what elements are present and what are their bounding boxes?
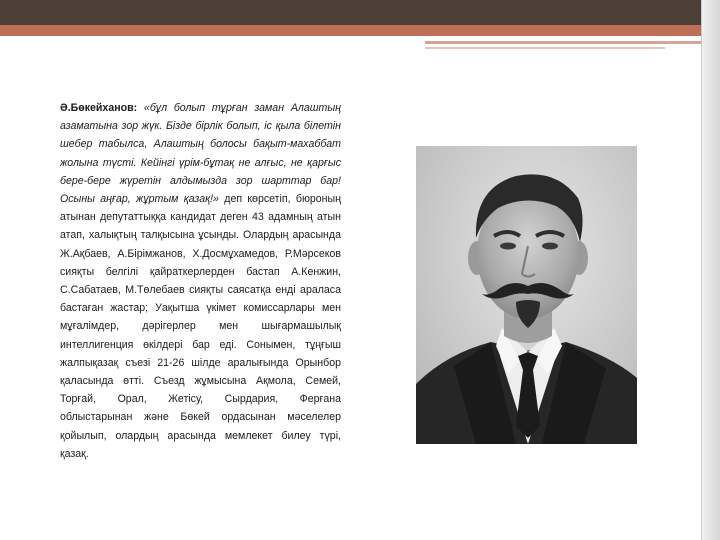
title-bar-accent: [0, 25, 702, 36]
decorative-line: [425, 47, 665, 49]
decorative-line: [425, 41, 710, 44]
page-edge: [702, 0, 720, 540]
author-name: Ә.Бөкейханов:: [60, 102, 138, 114]
portrait-icon: [416, 146, 637, 444]
body-text: деп көрсетіп, бюроның атынан депутаттыққа кандидат деген 43 адамның атын атап, халықтың талқысына ұсынды. Олардың арасында Ж.Ақбаев, А.Бірімжанов, Х.Досмұхамедов, Р.Мәрсеков сияқты белгілі қайраткерлерден бастап А.Кенжин, С.Сабатаев, М.Төлебаев сияқты саясатқа енді араласа бастаған жастар; Уақытша үкімет комиссарлары мен мұғалімдер, дәрігерлер мен шығармашылық интеллигенция өкілдері бар еді. Сонымен, тұңғыш жалпықазақ съезі 21-26 шілде аралығында Орынбор қаласында өтті. Съезд жұмысына Ақмола, Семей, Торғай, Орал, Жетісу, Сырдария, Ферғана облыстарынан және Бөкей ордасынан мәселелер қойылып, олардың арасында мемлекет билеу түрі, қазақ.: [60, 193, 341, 460]
quote-text: «бұл болып тұрған заман Алаштың азаматына зор жүк. Бізде бірлік болып, іс қыла білетін шебер табылса, Алаштың болосы бақыт-махаббат жолына түсті. Кейінгі үрім-бұтақ не алғыс, не қарғыс бере-бере жүретін алдымызда зор шарттар бар! Осыны аңғар, жұртым қазақ!»: [60, 102, 341, 206]
slide-text: [60, 99, 341, 463]
title-bar-dark: [0, 0, 702, 25]
portrait-photo: [416, 146, 637, 444]
